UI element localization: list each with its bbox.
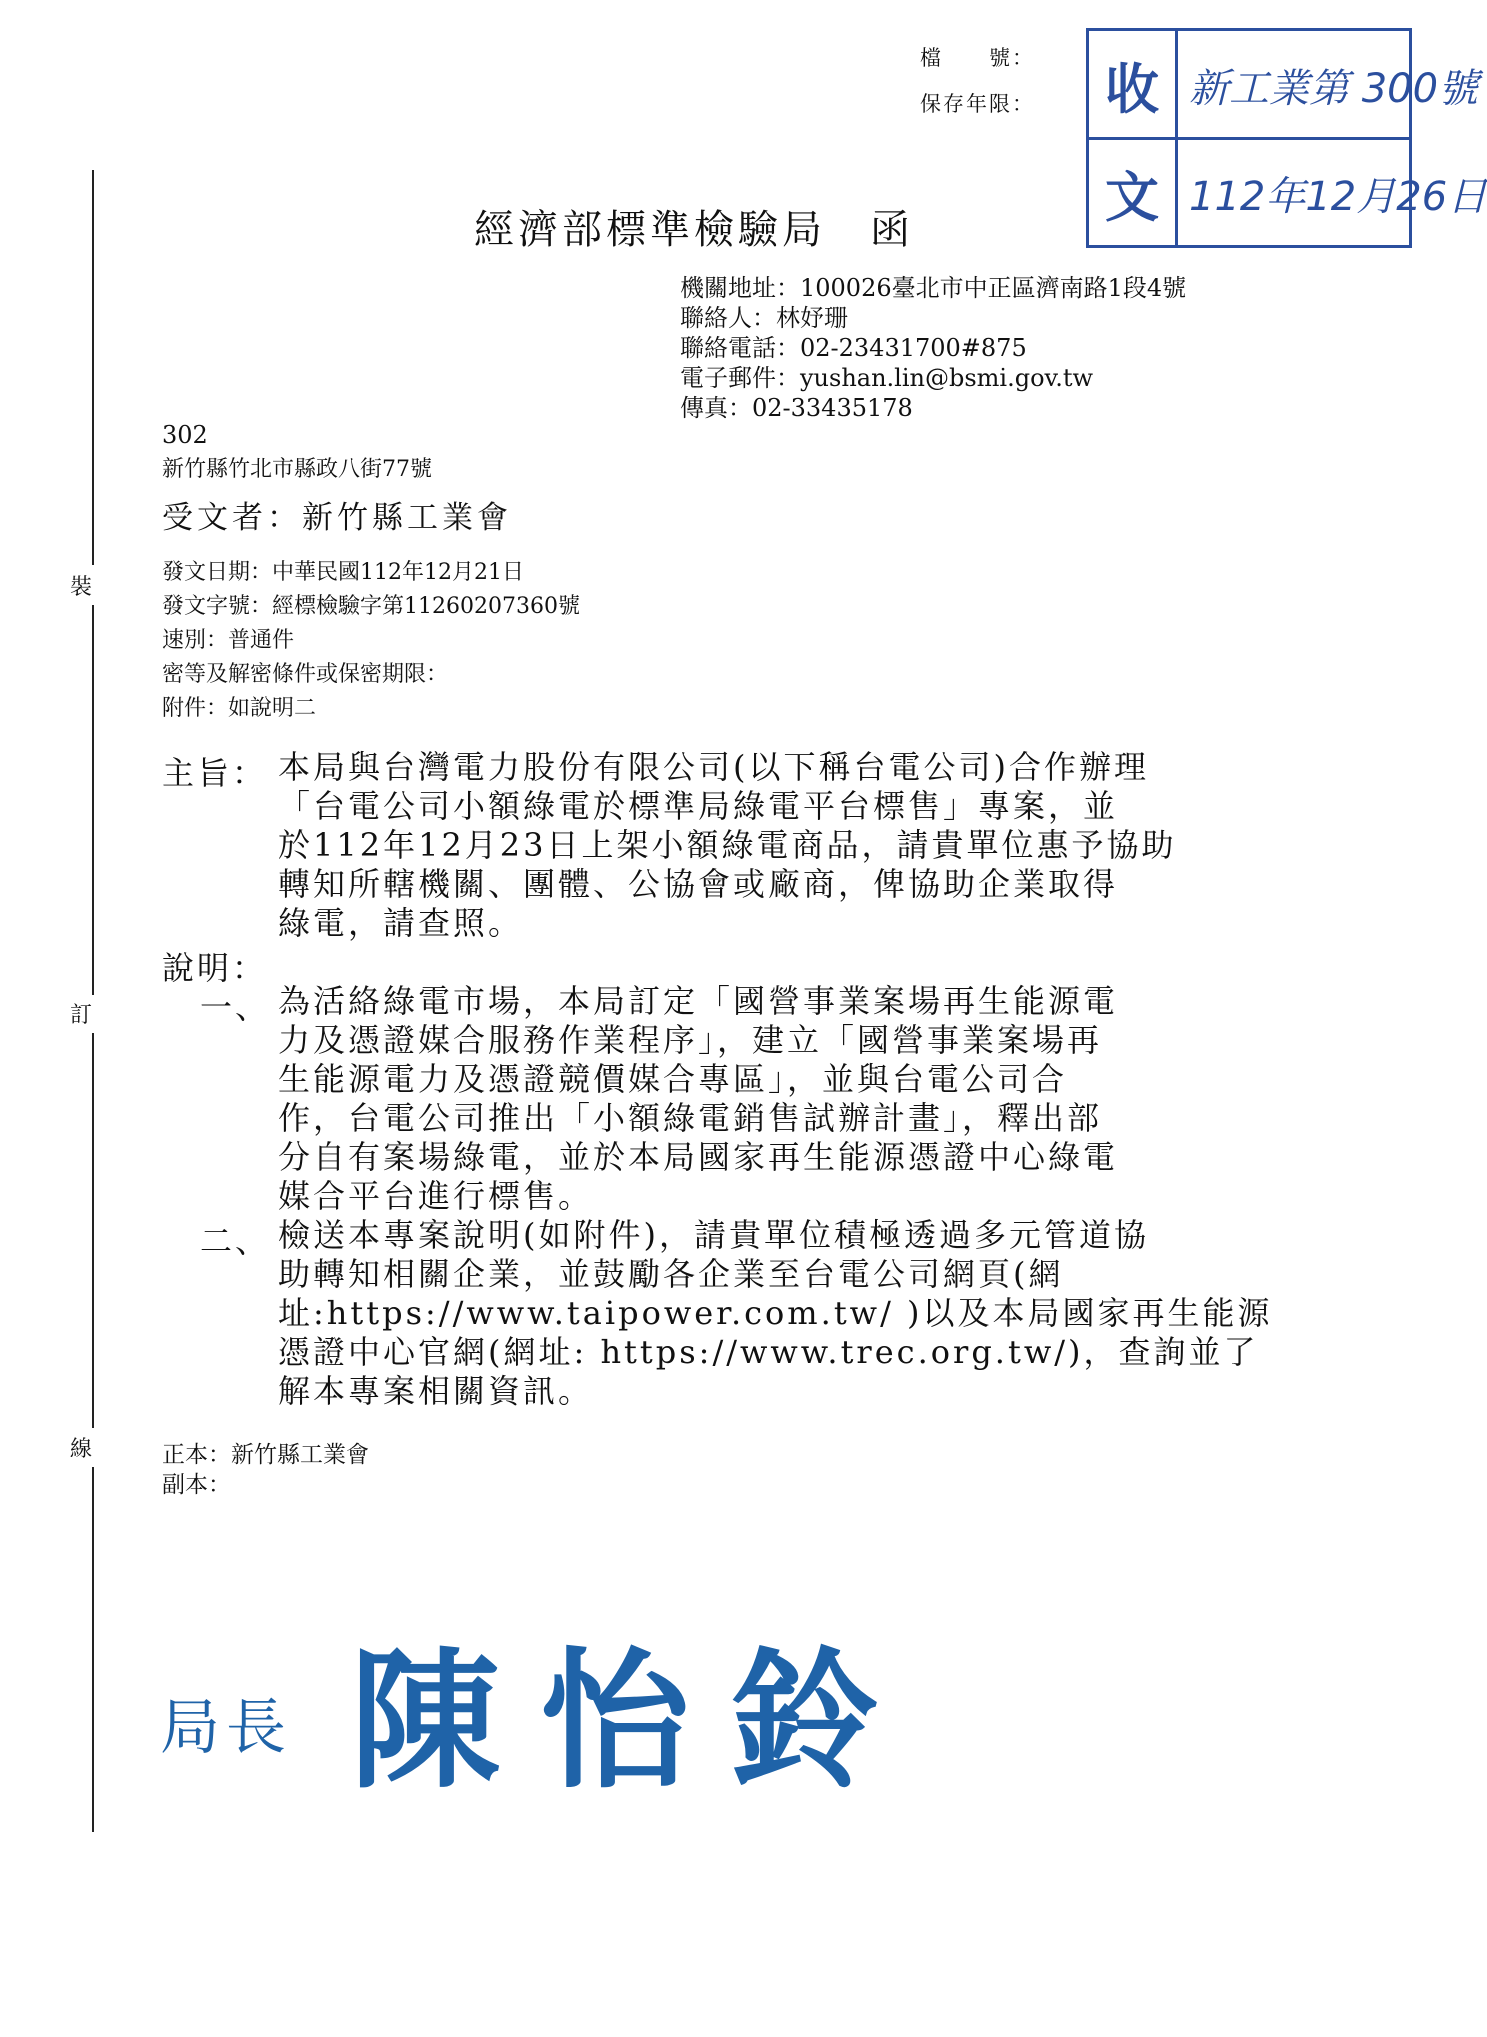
explanation-line: 解本專案相關資訊。 — [278, 1372, 594, 1410]
recipient-postal-code: 302 — [162, 421, 208, 449]
binding-line-segment — [92, 170, 94, 565]
document-title: 經濟部標準檢驗局 函 — [474, 207, 914, 253]
binding-char-xian: 線 — [66, 1432, 96, 1463]
signature-name: 陳怡鈴 — [350, 1635, 921, 1809]
explanation-line: 址:https://www.taipower.com.tw/ )以及本局國家再生能源 — [278, 1294, 1273, 1332]
signature-title: 局長 — [160, 1693, 292, 1763]
attachment-info: 附件：如說明二 — [162, 696, 317, 721]
secrecy-level: 密等及解密條件或保密期限： — [162, 662, 449, 687]
explanation-line: 力及憑證媒合服務作業程序」，建立「國營事業案場再 — [278, 1021, 1103, 1059]
explanation-item-1-body — [278, 982, 1118, 1216]
copies-block — [162, 1440, 369, 1500]
retention-period-label: 保存年限： — [920, 92, 1035, 116]
explanation-line: 助轉知相關企業，並鼓勵各企業至台電公司網頁(網 — [278, 1255, 1064, 1293]
document-meta — [162, 556, 580, 726]
sender-address: 機關地址：100026臺北市中正區濟南路1段4號 — [680, 274, 1187, 302]
subject-line: 於112年12月23日上架小額綠電商品，請貴單位惠予協助 — [278, 826, 1177, 864]
binding-line-segment — [92, 1467, 94, 1832]
explanation-line: 媒合平台進行標售。 — [278, 1177, 594, 1215]
recipient-address: 新竹縣竹北市縣政八街77號 — [162, 457, 432, 482]
explanation-line: 生能源電力及憑證競價媒合專區」，並與台電公司合 — [278, 1060, 1068, 1098]
sender-fax: 傳真：02-33435178 — [680, 394, 913, 422]
binding-line-segment — [92, 605, 94, 995]
stamp-horizontal-divider — [1089, 137, 1409, 140]
stamp-number: 新工業第 300號 — [1189, 66, 1479, 112]
explanation-line: 分自有案場綠電，並於本局國家再生能源憑證中心綠電 — [278, 1138, 1119, 1176]
stamp-date: 112年12月26日 — [1189, 174, 1487, 220]
subject-body — [278, 748, 1177, 943]
explanation-line: 憑證中心官網(網址: https://www.trec.org.tw/)，查詢並了 — [278, 1333, 1259, 1371]
explanation-line: 檢送本專案說明(如附件)，請貴單位積極透過多元管道協 — [278, 1216, 1149, 1254]
original-recipient: 正本：新竹縣工業會 — [162, 1442, 369, 1468]
subject-line: 綠電，請查照。 — [278, 904, 524, 942]
subject-line: 「台電公司小額綠電於標準局綠電平台標售」專案，並 — [278, 787, 1119, 825]
subject-line: 本局與台灣電力股份有限公司(以下稱台電公司)合作辦理 — [278, 748, 1149, 786]
explanation-line: 作，台電公司推出「小額綠電銷售試辦計畫」，釋出部 — [278, 1099, 1103, 1137]
explanation-item-1-label: 一、 — [200, 988, 271, 1026]
subject-line: 轉知所轄機關、團體、公協會或廠商，俾協助企業取得 — [278, 865, 1119, 903]
document-number: 發文字號：經標檢驗字第11260207360號 — [162, 594, 580, 619]
delivery-speed: 速別：普通件 — [162, 628, 295, 653]
received-stamp — [1086, 28, 1487, 248]
sender-contact-block — [680, 273, 1186, 423]
explanation-item-2-body — [278, 1216, 1273, 1411]
file-number-label: 檔 號： — [920, 46, 1035, 70]
binding-char-zhuang: 裝 — [66, 570, 96, 601]
sender-email: 電子郵件：yushan.lin@bsmi.gov.tw — [680, 364, 1094, 392]
sender-phone: 聯絡電話：02-23431700#875 — [680, 334, 1027, 362]
explanation-item-2-label: 二、 — [200, 1222, 271, 1260]
binding-char-ding: 訂 — [66, 998, 96, 1029]
stamp-document-char: 文 — [1105, 166, 1159, 229]
explanation-label: 說明： — [162, 949, 268, 987]
stamp-received-char: 收 — [1105, 58, 1159, 121]
copy-recipient: 副本： — [162, 1472, 231, 1498]
subject-label: 主旨： — [162, 754, 268, 792]
explanation-line: 為活絡綠電市場，本局訂定「國營事業案場再生能源電 — [278, 982, 1119, 1020]
sender-contact-person: 聯絡人：林妤珊 — [680, 304, 848, 332]
recipient-receiver: 受文者：新竹縣工業會 — [162, 500, 512, 536]
issue-date: 發文日期：中華民國112年12月21日 — [162, 560, 524, 585]
binding-line-segment — [92, 1033, 94, 1428]
